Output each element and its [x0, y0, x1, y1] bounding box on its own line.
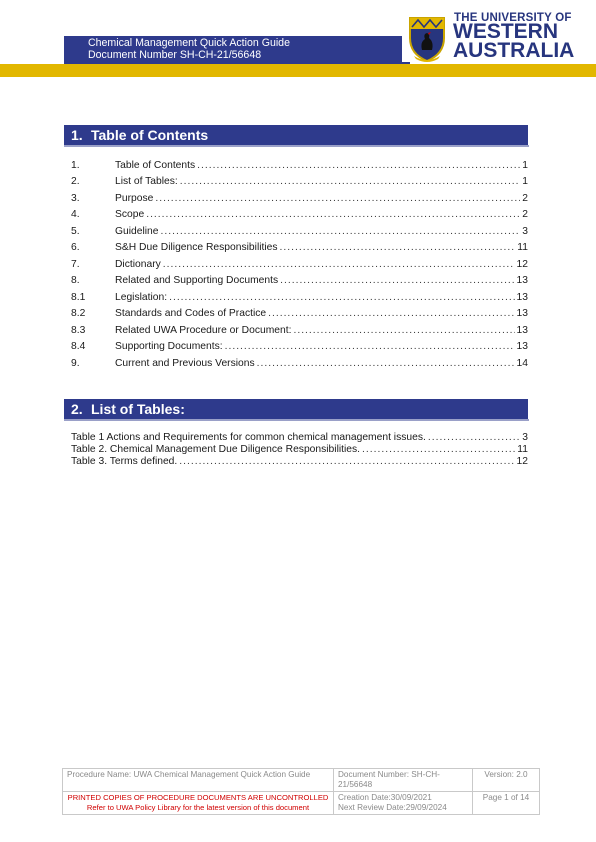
logo-line2: WESTERN	[453, 20, 558, 43]
header-gold-band	[0, 64, 596, 77]
crest-icon	[408, 12, 446, 62]
toc-entry-page: 13	[516, 324, 528, 336]
toc-entry-number: 8.1	[71, 291, 86, 303]
footer-document-number: Document Number: SH-CH-21/56648	[334, 769, 473, 792]
table-entry-title: Table 3. Terms defined.	[71, 456, 178, 467]
toc-entry-page: 2	[522, 192, 528, 204]
section-heading-tables	[64, 399, 528, 419]
toc-entry-page: 13	[516, 291, 528, 303]
footer-creation-date: Creation Date:30/09/2021	[338, 793, 432, 802]
section-heading-toc	[64, 125, 528, 145]
toc-entry-number: 8.	[71, 275, 80, 286]
toc-entry-title: Dictionary	[115, 258, 161, 270]
toc-entry[interactable]	[71, 336, 528, 353]
section-title: List of Tables:	[91, 401, 185, 417]
toc-entry[interactable]	[71, 303, 528, 320]
toc-entry-number: 8.4	[71, 341, 86, 352]
toc-entry-title: Supporting Documents:	[115, 341, 223, 352]
table-entry-page: 12	[516, 456, 528, 467]
footer-table	[62, 768, 540, 815]
footer-uncontrolled: PRINTED COPIES OF PROCEDURE DOCUMENTS ARE UNCONTROLLED	[67, 793, 329, 802]
toc-entry[interactable]	[71, 237, 528, 254]
toc-entry-title: List of Tables:	[115, 176, 178, 187]
toc-entry-page: 13	[516, 308, 528, 319]
table-leader-dots	[362, 444, 515, 455]
toc-leader-dots	[225, 341, 515, 352]
toc-entry-number: 8.2	[71, 308, 86, 319]
footer-dates	[334, 792, 473, 815]
section-number: 1.	[71, 127, 83, 143]
header-doc-number: Document Number SH-CH-21/56648	[88, 49, 262, 61]
toc-leader-dots	[280, 242, 516, 253]
section-title: Table of Contents	[91, 127, 209, 143]
list-of-tables	[71, 431, 528, 467]
toc-entry-title: S&H Due Diligence Responsibilities	[115, 242, 278, 253]
toc-entry-number: 9.	[71, 357, 80, 369]
toc-entry-page: 11	[517, 242, 528, 253]
table-entry-page: 11	[517, 444, 528, 455]
logo-line1: THE UNIVERSITY OF	[454, 12, 572, 24]
footer-procedure-name: Procedure Name: UWA Chemical Management Quick Action Guide	[63, 769, 334, 792]
logo-line3: AUSTRALIA	[453, 39, 575, 62]
toc-entry[interactable]	[71, 204, 528, 221]
toc-entry-number: 8.3	[71, 324, 86, 336]
footer-review-date: Next Review Date:29/09/2024	[338, 803, 447, 812]
footer-refer: Refer to UWA Policy Library for the latest version of this document	[86, 803, 310, 812]
toc-entry-title: Guideline	[115, 225, 159, 237]
table-list-entry[interactable]	[71, 455, 528, 467]
toc-entry[interactable]	[71, 220, 528, 237]
table-entry-page: 3	[522, 432, 528, 443]
toc-entry-number: 7.	[71, 258, 80, 270]
toc-entry-title: Standards and Codes of Practice	[115, 308, 267, 319]
table-entry-title: Table 1 Actions and Requirements for common chemical management issues.	[71, 432, 426, 443]
footer-uncontrolled-notice	[63, 792, 334, 815]
table-leader-dots	[179, 456, 514, 467]
toc-entry-page: 13	[516, 275, 528, 286]
header-title-box	[64, 36, 402, 63]
footer-version: Version: 2.0	[473, 769, 540, 792]
table-list-entry[interactable]	[71, 443, 528, 455]
toc-entry[interactable]	[71, 187, 528, 204]
toc-leader-dots	[180, 176, 520, 187]
toc-entry[interactable]	[71, 171, 528, 188]
toc-leader-dots	[280, 275, 514, 286]
toc-entry-number: 3.	[71, 192, 80, 204]
toc-entry-number: 6.	[71, 242, 80, 253]
toc-entry-title: Current and Previous Versions	[115, 357, 255, 369]
toc-entry-title: Related and Supporting Documents	[115, 275, 279, 286]
toc-entry[interactable]	[71, 253, 528, 270]
toc-leader-dots	[293, 325, 514, 336]
toc-leader-dots	[169, 292, 514, 303]
toc-entry-number: 2.	[71, 176, 80, 187]
toc-entry-page: 12	[516, 258, 528, 270]
uwa-logo	[408, 12, 575, 64]
toc-leader-dots	[257, 358, 515, 369]
toc-entry-page: 1	[522, 159, 528, 171]
toc-entry-title: Related UWA Procedure or Document:	[115, 324, 292, 336]
section-number: 2.	[71, 401, 83, 417]
toc-entry[interactable]	[71, 286, 528, 303]
toc-entry-number: 4.	[71, 209, 80, 220]
toc-entry-page: 13	[516, 341, 528, 352]
table-entry-title: Table 2. Chemical Management Due Diligence Responsibilities.	[71, 444, 361, 455]
table-leader-dots	[428, 432, 520, 443]
table-list-entry[interactable]	[71, 431, 528, 443]
toc-entry[interactable]	[71, 270, 528, 287]
toc-entry-number: 5.	[71, 225, 80, 237]
footer-page: Page 1 of 14	[473, 792, 540, 815]
toc-entry-title: Legislation:	[115, 291, 168, 303]
toc-leader-dots	[197, 160, 520, 171]
section-rule	[64, 419, 529, 421]
toc-entry-page: 2	[522, 209, 528, 220]
toc-leader-dots	[161, 226, 521, 237]
toc-entry-title: Purpose	[115, 192, 154, 204]
toc-leader-dots	[163, 259, 515, 270]
toc-leader-dots	[155, 193, 520, 204]
toc-entry[interactable]	[71, 319, 528, 336]
toc-entry[interactable]	[71, 352, 528, 369]
toc-entry-number: 1.	[71, 159, 80, 171]
toc-entry-page: 14	[516, 357, 528, 369]
table-of-contents	[71, 154, 528, 369]
header-title: Chemical Management Quick Action Guide	[88, 37, 290, 49]
toc-entry-title: Scope	[115, 209, 145, 220]
toc-entry-page: 1	[522, 176, 528, 187]
toc-entry-title: Table of Contents	[115, 159, 196, 171]
toc-leader-dots	[268, 308, 514, 319]
toc-leader-dots	[146, 209, 520, 220]
section-rule	[64, 145, 529, 147]
toc-entry-page: 3	[522, 225, 528, 237]
toc-entry[interactable]	[71, 154, 528, 171]
